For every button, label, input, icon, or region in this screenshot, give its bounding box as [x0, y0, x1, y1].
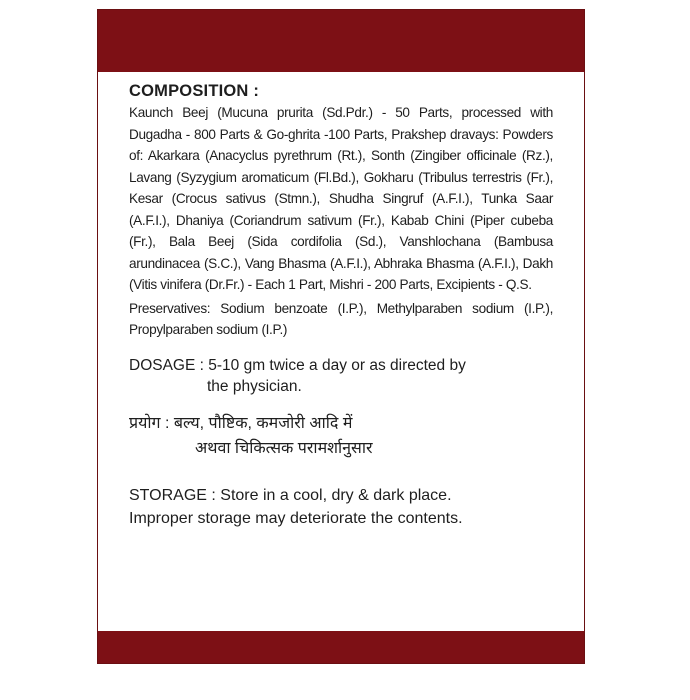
composition-text: Kaunch Beej (Mucuna prurita (Sd.Pdr.) - 50 Parts, processed with Dugadha - 800 Parts & Go-ghrita -100 Parts, Prakshep dravays: Powders of: Akarkara (Anacyclus pyrethrum (Rt.), Sonth (Zingiber officinale (Rz.), Lavang (Syzygium aromaticum (Fl.Bd.), Gokharu (Tribulus terrestris (Fr.), Kesar (Crocus sativus (Stmn.), Shudha Singruf (A.F.I.), Tunka Saar (A.F.I.), Dhaniya (Coriandrum sativum (Fr.), Kabab Chini (Piper cubeba (Fr.), Bala Beej (Sida cordifolia (Sd.), Vanshlochana (Bambusa arundinacea (S.C.), Vang Bhasma (A.F.I.), Abhraka Bhasma (A.F.I.), Dakh (Vitis vinifera (Dr.Fr.) - Each 1 Part, Mishri - 200 Parts, Excipients - Q.S. [129, 105, 553, 292]
label-content [129, 80, 553, 530]
top-color-band [98, 10, 584, 72]
storage-line-1: STORAGE : Store in a cool, dry & dark place. [129, 486, 452, 504]
hindi-usage-section [129, 411, 553, 461]
dosage-line-1: DOSAGE : 5-10 gm twice a day or as directed by [129, 356, 466, 374]
hindi-usage-line-1: प्रयोग : बल्य, पौष्टिक, कमजोरी आदि में [129, 414, 353, 432]
dosage-line-2: the physician. [207, 377, 302, 395]
preservatives-text: Preservatives: Sodium benzoate (I.P.), Methylparaben sodium (I.P.), Propylparaben sodium (I.P.) [129, 300, 553, 337]
bottom-color-band [98, 631, 584, 663]
dosage-section [129, 355, 553, 397]
product-label [98, 10, 584, 663]
storage-line-2: Improper storage may deteriorate the contents. [129, 509, 463, 527]
composition-heading: COMPOSITION : [129, 82, 260, 100]
storage-section [129, 484, 553, 530]
hindi-usage-line-2: अथवा चिकित्सक परामर्शानुसार [195, 439, 373, 457]
